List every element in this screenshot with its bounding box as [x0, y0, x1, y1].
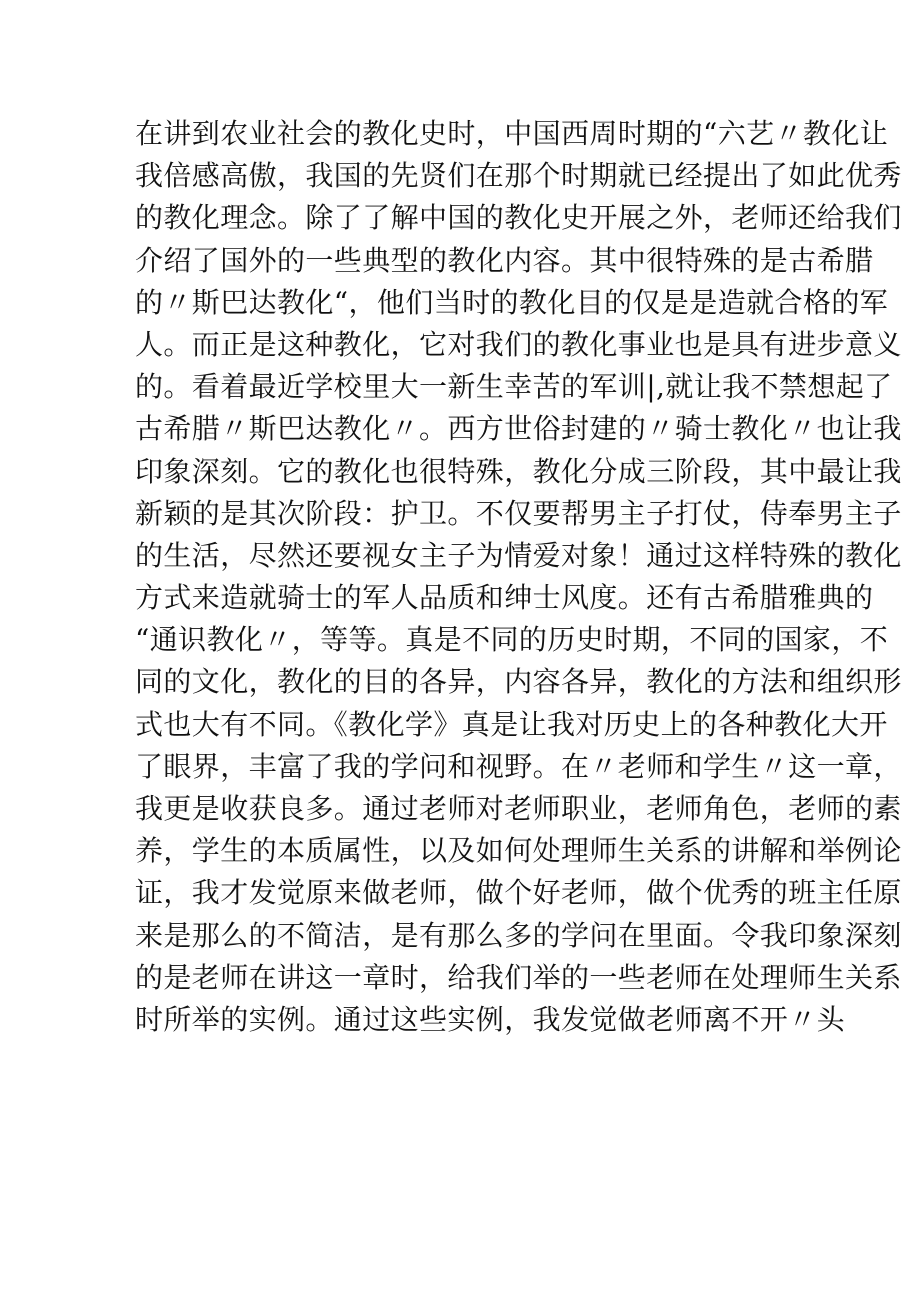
text-line-12: 方式来造就骑士的军人品质和绅士风度。还有古希腊雅典的 — [135, 581, 874, 615]
text-line-4: 介绍了国外的一些典型的教化内容。其中很特殊的是古希腊 — [135, 243, 874, 277]
text-line-8: 古希腊〃斯巴达教化〃。西方世俗封建的〃骑士教化〃也让我 — [135, 412, 902, 446]
text-line-9: 印象深刻。它的教化也很特殊，教化分成三阶段，其中最让我 — [135, 454, 902, 488]
text-line-7: 的。看着最近学校里大一新生幸苦的军训|,就让我不禁想起了 — [135, 370, 893, 404]
text-line-21: 的是老师在讲这一章时，给我们举的一些老师在处理师生关系 — [135, 960, 902, 994]
text-line-5: 的〃斯巴达教化“，他们当时的教化目的仅是是造就合格的军 — [135, 285, 889, 319]
text-line-6: 人。而正是这种教化，它对我们的教化事业也是具有进步意义 — [135, 327, 902, 361]
text-line-14: 同的文化，教化的目的各异，内容各异，教化的方法和组织形 — [135, 665, 902, 699]
text-line-11: 的生活，尽然还要视女主子为情爱对象！通过这样特殊的教化 — [135, 538, 902, 572]
text-line-16: 了眼界，丰富了我的学问和视野。在〃老师和学生〃这一章， — [135, 749, 902, 783]
text-line-13: “通识教化〃，等等。真是不同的历史时期，不同的国家，不 — [135, 623, 889, 657]
text-line-2: 我倍感高傲，我国的先贤们在那个时期就已经提出了如此优秀 — [135, 159, 902, 193]
text-line-15: 式也大有不同。《教化学》真是让我对历史上的各种教化大开 — [135, 707, 888, 741]
text-line-17: 我更是收获良多。通过老师对老师职业，老师角色，老师的素 — [135, 792, 902, 825]
text-line-20: 来是那么的不简洁，是有那么多的学问在里面。令我印象深刻 — [135, 918, 902, 952]
text-line-10: 新颖的是其次阶段：护卫。不仅要帮男主子打仗，侍奉男主子 — [135, 496, 902, 530]
text-line-3: 的教化理念。除了了解中国的教化史开展之外，老师还给我们 — [135, 201, 902, 235]
text-line-19: 证，我才发觉原来做老师，做个好老师，做个优秀的班主任原 — [135, 876, 902, 910]
body-paragraph — [135, 113, 902, 1041]
text-line-18: 养，学生的本质属性，以及如何处理师生关系的讲解和举例论 — [135, 834, 902, 868]
text-line-22: 时所举的实例。通过这些实例，我发觉做老师离不开〃头 — [135, 1002, 846, 1036]
text-line-1: 在讲到农业社会的教化史时，中国西周时期的“六艺〃教化让 — [135, 117, 889, 150]
